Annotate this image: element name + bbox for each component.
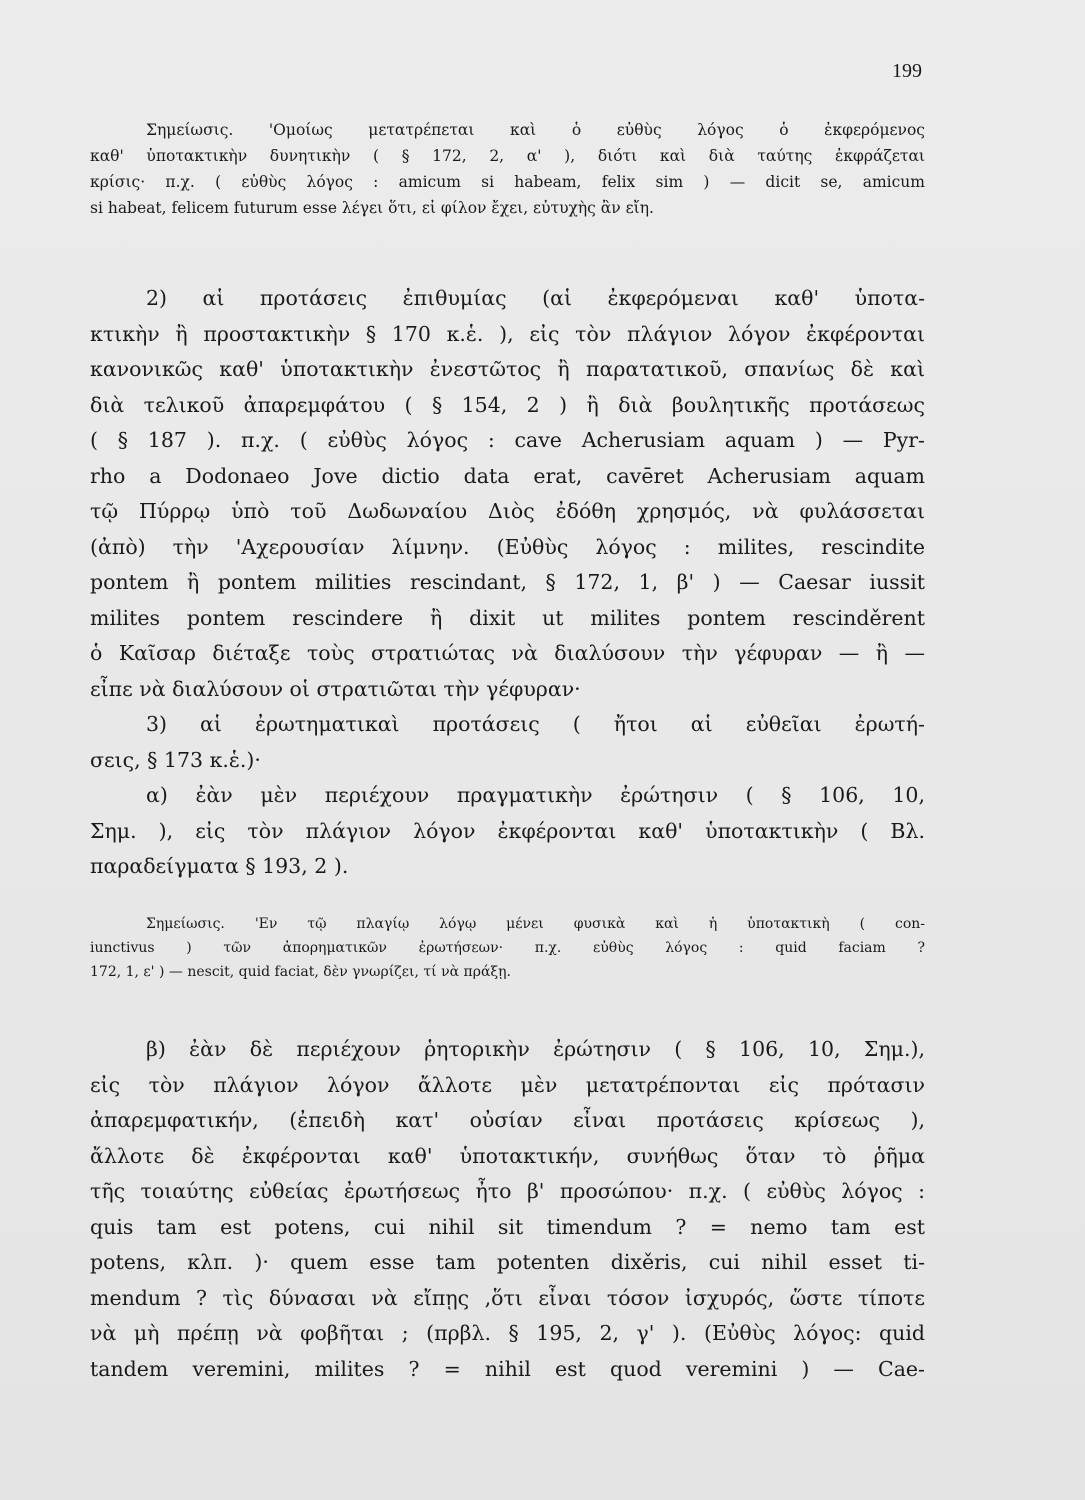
text-line: α) ἐὰν μὲν περιέχουν πραγματικὴν ἐρώτησιν ( § 106, 10,	[146, 783, 925, 807]
note-paragraph-1	[90, 117, 925, 221]
text-line: Σημείωσις. 'Εν τῷ πλαγίῳ λόγῳ μένει φυσικὰ καὶ ἡ ὑποτακτικὴ ( con-	[146, 916, 925, 932]
text-line: milites pontem rescindere ἢ dixit ut milites pontem rescinděrent	[90, 605, 925, 630]
note-paragraph-2	[90, 912, 925, 984]
text-line: β) ἐὰν δὲ περιέχουν ῥητορικὴν ἐρώτησιν ( § 106, 10, Σημ.),	[146, 1037, 925, 1061]
text-line: κρίσις· π.χ. ( εὐθὺς λόγος : amicum si habeam, felix sim ) — dicit se, amicum	[90, 173, 925, 191]
text-line: rho a Dodonaeo Jove dictio data erat, cavēret Acherusiam aquam	[90, 463, 925, 488]
text-line: καθ' ὑποτακτικὴν δυνητικὴν ( § 172, 2, α' ), διότι καὶ διὰ ταύτης ἐκφράζεται	[90, 147, 925, 165]
text-line: Σημείωσις. 'Ομοίως μετατρέπεται καὶ ὁ εὐθὺς λόγος ὁ ἐκφερόμενος	[146, 121, 925, 139]
text-line: potens, κλπ. )· quem esse tam potenten dixěris, cui nihil esset ti-	[90, 1250, 925, 1274]
main-text-section-1	[90, 281, 925, 885]
text-line: (ἀπὸ) τὴν 'Αχερουσίαν λίμνην. (Εὐθὺς λόγος : milites, rescindite	[90, 534, 925, 559]
text-line: διὰ τελικοῦ ἀπαρεμφάτου ( § 154, 2 ) ἢ διὰ βουλητικῆς προτάσεως	[90, 392, 925, 417]
text-line: παραδείγματα § 193, 2 ).	[90, 854, 349, 878]
text-line: 3) αἱ ἐρωτηματικαὶ προτάσεις ( ἤτοι αἱ εὐθεῖαι ἐρωτή-	[146, 712, 925, 736]
text-line: τῆς τοιαύτης εὐθείας ἐρωτήσεως ἦτο β' προσώπου· π.χ. ( εὐθὺς λόγος :	[90, 1179, 925, 1203]
text-line: pontem ἢ pontem milities rescindant, § 172, 1, β' ) — Caesar iussit	[90, 570, 925, 594]
text-line: si habeat, felicem futurum esse λέγει ὅτι, εἰ φίλον ἔχει, εὐτυχὴς ἂν εἴη.	[90, 199, 654, 217]
text-line: ἀπαρεμφατικήν, (ἐπειδὴ κατ' οὐσίαν εἶναι προτάσεις κρίσεως ),	[90, 1108, 925, 1132]
main-text-section-2	[90, 1032, 925, 1387]
text-line: tandem veremini, milites ? = nihil est quod veremini ) — Cae-	[90, 1356, 925, 1381]
text-line: quis tam est potens, cui nihil sit timendum ? = nemo tam est	[90, 1214, 925, 1239]
text-line: mendum ? τὶς δύνασαι νὰ εἴπῃς ,ὅτι εἶναι τόσον ἰσχυρός, ὥστε τίποτε	[90, 1285, 925, 1310]
page-number: 199	[892, 60, 922, 82]
text-line: 2) αἱ προτάσεις ἐπιθυμίας (αἱ ἐκφερόμεναι καθ' ὑποτα-	[146, 286, 925, 310]
text-line: ἄλλοτε δὲ ἐκφέρονται καθ' ὑποτακτικήν, συνήθως ὅταν τὸ ῥῆμα	[90, 1143, 925, 1168]
text-line: iunctivus ) τῶν ἀπορηματικῶν ἐρωτήσεων· π.χ. εὐθὺς λόγος : quid faciam ?	[90, 940, 925, 956]
text-line: σεις, § 173 κ.ἑ.)·	[90, 747, 261, 772]
text-line: ( § 187 ). π.χ. ( εὐθὺς λόγος : cave Acherusiam aquam ) — Pyr-	[90, 428, 925, 452]
text-line: εἶπε νὰ διαλύσουν οἱ στρατιῶται τὴν γέφυραν·	[90, 676, 581, 701]
text-line: νὰ μὴ πρέπῃ νὰ φοβῆται ; (πρβλ. § 195, 2, γ' ). (Εὐθὺς λόγος: quid	[90, 1321, 925, 1345]
text-line: 172, 1, ε' ) — nescit, quid faciat, δὲν γνωρίζει, τί νὰ πράξῃ.	[90, 964, 511, 980]
text-line: εἰς τὸν πλάγιον λόγον ἄλλοτε μὲν μετατρέπονται εἰς πρότασιν	[90, 1072, 925, 1097]
text-line: ὁ Καῖσαρ διέταξε τοὺς στρατιώτας νὰ διαλύσουν τὴν γέφυραν — ἢ —	[90, 641, 925, 665]
text-line: κανονικῶς καθ' ὑποτακτικὴν ἐνεστῶτος ἢ παρατατικοῦ, σπανίως δὲ καὶ	[90, 357, 925, 381]
text-line: Σημ. ), εἰς τὸν πλάγιον λόγον ἐκφέρονται καθ' ὑποτακτικὴν ( Βλ.	[90, 818, 925, 843]
text-line: κτικὴν ἢ προστακτικὴν § 170 κ.ἑ. ), εἰς τὸν πλάγιον λόγον ἐκφέρονται	[90, 321, 925, 346]
text-line: τῷ Πύρρῳ ὑπὸ τοῦ Δωδωναίου Διὸς ἐδόθη χρησμός, νὰ φυλάσσεται	[90, 499, 925, 523]
